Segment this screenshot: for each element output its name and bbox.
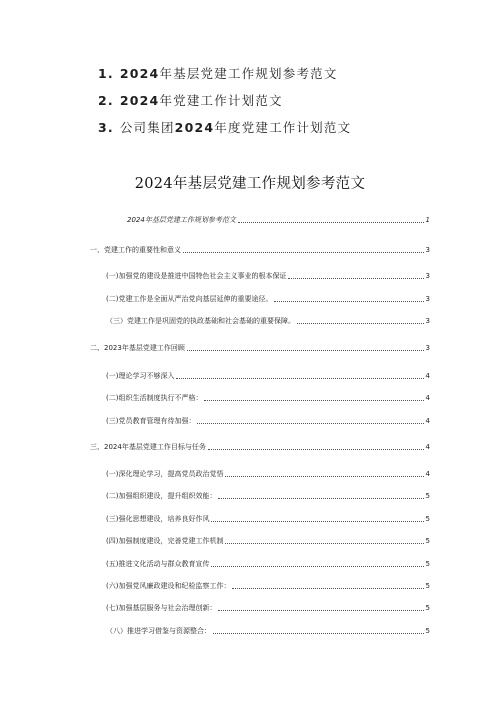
list-year: 2024 bbox=[119, 66, 160, 81]
toc-page-number: 3 bbox=[425, 272, 430, 280]
toc-label: (六)加强党风廉政建设和纪检监察工作： bbox=[106, 582, 231, 590]
toc-label: (四)加强制度建设，完善党建工作机制 bbox=[106, 537, 224, 545]
toc-label: (二)加强组织建设，提升组织效能： bbox=[106, 492, 217, 500]
toc-entry[interactable] bbox=[106, 515, 430, 524]
document-list bbox=[98, 64, 351, 145]
toc-label: 2024年基层党建工作规划参考范文 bbox=[127, 216, 236, 224]
toc-leader bbox=[187, 349, 424, 351]
toc-page-number: 5 bbox=[425, 560, 430, 568]
toc-page-number: 4 bbox=[425, 394, 430, 402]
page-title: 2024年基层党建工作规划参考范文 bbox=[134, 176, 366, 192]
toc-entry[interactable] bbox=[106, 470, 430, 479]
list-number: 3. bbox=[98, 120, 114, 135]
toc-label: (二)党建工作是全面从严治党向基层延伸的重要途径。 bbox=[106, 295, 273, 303]
toc-leader bbox=[213, 632, 424, 634]
toc-entry[interactable] bbox=[106, 295, 430, 304]
toc-leader bbox=[204, 399, 423, 401]
toc-page-number: 4 bbox=[425, 372, 430, 380]
toc-page-number: 4 bbox=[425, 443, 430, 451]
toc-entry[interactable] bbox=[106, 582, 430, 591]
toc-leader bbox=[218, 609, 423, 611]
toc-page-number: 5 bbox=[425, 604, 430, 612]
toc-page-number: 5 bbox=[425, 537, 430, 545]
toc-entry[interactable] bbox=[90, 443, 430, 452]
toc-page-number: 4 bbox=[425, 470, 430, 478]
toc-leader bbox=[297, 322, 424, 324]
toc-label: （八）推进学习借鉴与资源整合： bbox=[106, 627, 211, 635]
list-text: 年基层党建工作规划参考范文 bbox=[159, 66, 338, 81]
toc-page-number: 3 bbox=[425, 295, 430, 303]
toc-label: (三)党员教育管理有待加强： bbox=[106, 417, 196, 425]
toc-label: (三)强化思想建设，培养良好作风 bbox=[106, 515, 210, 523]
toc-label: (二)组织生活制度执行不严格： bbox=[106, 394, 203, 402]
toc-leader bbox=[183, 251, 424, 253]
toc-leader bbox=[225, 475, 423, 477]
toc-page-number: 3 bbox=[425, 317, 430, 325]
toc-leader bbox=[211, 565, 423, 567]
toc-entry[interactable] bbox=[106, 537, 430, 546]
toc-entry[interactable] bbox=[106, 394, 430, 403]
toc-label: (五)推进文化活动与群众教育宣传 bbox=[106, 560, 210, 568]
list-item[interactable] bbox=[98, 118, 351, 145]
toc-entry[interactable] bbox=[106, 317, 430, 326]
toc-label: (一)深化理论学习，提高党员政治觉悟 bbox=[106, 470, 224, 478]
list-item[interactable] bbox=[98, 91, 351, 118]
list-year: 2024 bbox=[174, 120, 215, 135]
toc-page-number: 5 bbox=[425, 492, 430, 500]
list-number: 2. bbox=[98, 93, 114, 108]
toc-leader bbox=[176, 377, 423, 379]
list-number: 1. bbox=[98, 66, 114, 81]
toc-entry[interactable] bbox=[106, 560, 430, 569]
toc-entry[interactable] bbox=[106, 372, 430, 381]
toc-leader bbox=[232, 587, 423, 589]
toc-page-number: 5 bbox=[425, 582, 430, 590]
toc-page-number: 3 bbox=[425, 344, 430, 352]
toc-entry[interactable] bbox=[106, 604, 430, 613]
toc-label: (一)理论学习不够深入 bbox=[106, 372, 175, 380]
toc-leader bbox=[208, 448, 424, 450]
toc-entry[interactable] bbox=[106, 272, 430, 281]
toc-page-number: 5 bbox=[425, 515, 430, 523]
toc-entry[interactable] bbox=[106, 417, 430, 426]
toc-leader bbox=[274, 300, 423, 302]
toc-page-number: 5 bbox=[425, 627, 430, 635]
list-text: 年党建工作计划范文 bbox=[159, 93, 283, 108]
toc-leader bbox=[238, 221, 424, 223]
list-year: 2024 bbox=[119, 93, 160, 108]
toc-leader bbox=[197, 422, 423, 424]
toc-leader bbox=[288, 277, 423, 279]
toc-leader bbox=[218, 497, 423, 499]
toc-page-number: 1 bbox=[425, 216, 430, 224]
list-item[interactable] bbox=[98, 64, 351, 91]
toc-label: (七)加强基层服务与社会治理创新： bbox=[106, 604, 217, 612]
toc-label: 三、2024年基层党建工作目标与任务 bbox=[90, 443, 206, 451]
list-text: 年度党建工作计划范文 bbox=[214, 120, 352, 135]
list-prefix: 公司集团 bbox=[119, 120, 175, 135]
toc-page-number: 3 bbox=[425, 246, 430, 254]
toc-label: 一、党建工作的重要性和意义 bbox=[90, 246, 181, 254]
toc-label: 二、2023年基层党建工作回顾 bbox=[90, 344, 185, 352]
toc-entry[interactable] bbox=[90, 246, 430, 255]
toc-label: (一)加强党的建设是推进中国特色社会主义事业的根本保证 bbox=[106, 272, 287, 280]
toc-entry[interactable] bbox=[106, 492, 430, 501]
toc-entry[interactable] bbox=[106, 627, 430, 636]
toc-leader bbox=[211, 520, 423, 522]
toc-leader bbox=[225, 542, 423, 544]
toc-entry[interactable] bbox=[127, 216, 430, 225]
toc-page-number: 4 bbox=[425, 417, 430, 425]
toc-entry[interactable] bbox=[90, 344, 430, 353]
toc-label: （三）党建工作是巩固党的执政基础和社会基础的重要保障。 bbox=[106, 317, 295, 325]
